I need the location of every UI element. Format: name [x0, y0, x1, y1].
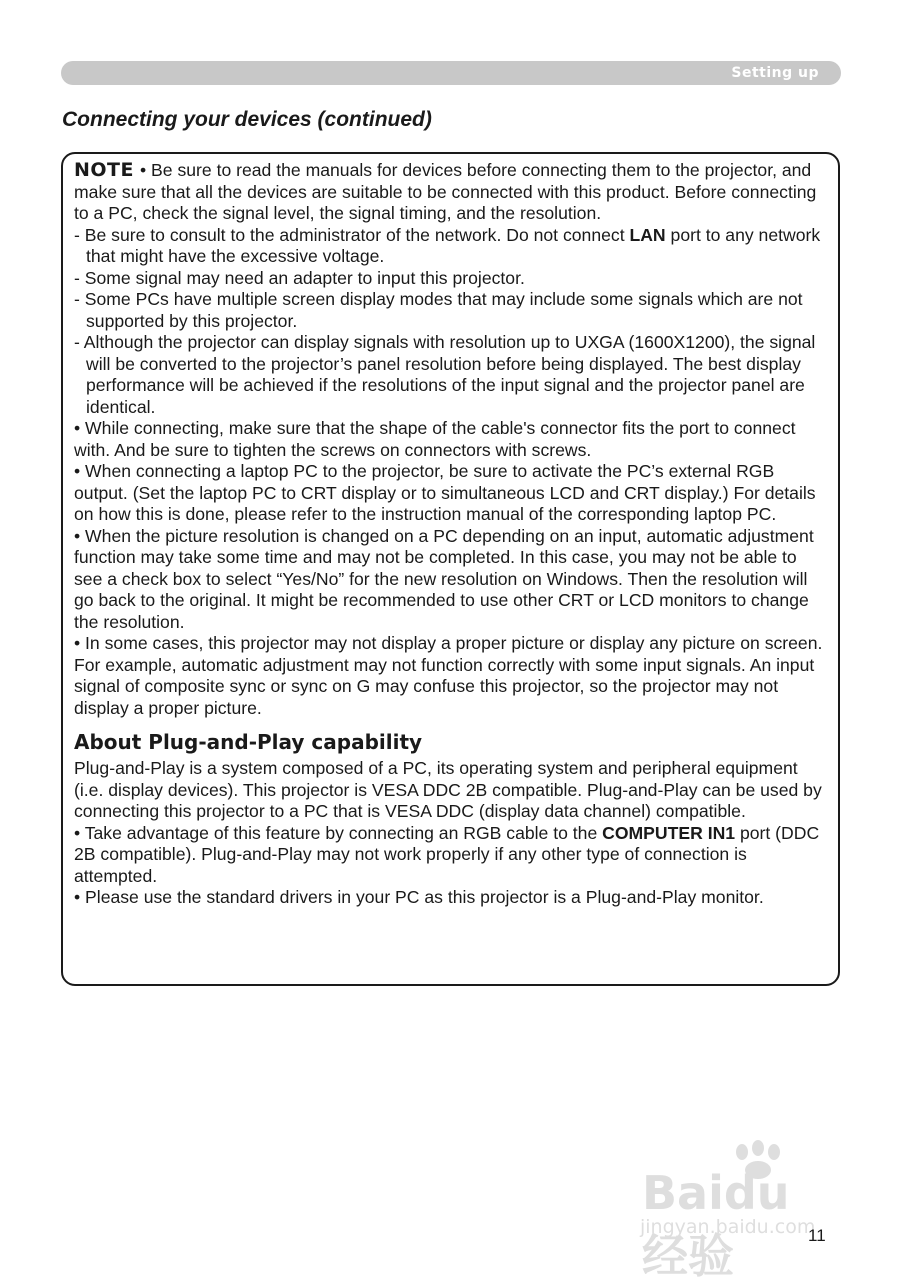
note-dash-text: - Be sure to consult to the administrator of the network. Do not connect: [74, 224, 630, 245]
note-dash-item: - Although the projector can display signals with resolution up to UXGA (1600X1200), the signal will be converted to the projector’s panel resolution before being displayed. The best display performance will be achieved if the resolutions of the input signal and the projector panel are identical.: [74, 332, 816, 417]
note-dash-item: [74, 225, 828, 268]
note-dash-item: - Some PCs have multiple screen display modes that may include some signals which are not supported by this projector.: [74, 289, 803, 331]
plug-and-play-paragraph: Plug-and-Play is a system composed of a PC, its operating system and peripheral equipment (i.e. display devices). This projector is VESA DDC 2B compatible. Plug-and-Play can be used by connecting this projector to a PC that is VESA DDC (display data channel) compatible.: [74, 758, 822, 821]
note-bullet: • While connecting, make sure that the shape of the cable's connector fits the port to connect with. And be sure to tighten the screws on connectors with screws.: [74, 418, 796, 460]
pnp-bullet-text: port (DDC 2B compatible). Plug-and-Play may not work properly if any other type of connection is attempted.: [74, 822, 820, 886]
computer-in1-label: COMPUTER IN1: [602, 822, 736, 843]
watermark-logo: Baidu 经验: [642, 1166, 790, 1283]
note-box: [61, 152, 840, 986]
note-label: NOTE: [74, 159, 134, 181]
watermark-url: jingyan.baidu.com: [640, 1216, 816, 1238]
header-bar: [61, 61, 841, 85]
plug-and-play-heading: About Plug-and-Play capability: [74, 730, 423, 754]
lan-port-label: LAN: [629, 224, 666, 245]
note-bullet: • In some cases, this projector may not display a proper picture or display any picture on screen. For example, automatic adjustment may not function correctly with some input signals. An input signal of composite sync or sync on G may confuse this projector, so the projector may not display a proper picture.: [74, 633, 823, 718]
note-intro: [74, 160, 828, 225]
plug-and-play-bullet: • Please use the standard drivers in your PC as this projector is a Plug-and-Play monitor.: [74, 887, 764, 907]
note-bullet: • When the picture resolution is changed on a PC depending on an input, automatic adjustment function may take some time and may not be completed. In this case, you may not be able to see a check box to select “Yes/No” for the new resolution on Windows. Then the resolution will go back to the original. It might be recommended to use other CRT or LCD monitors to change the resolution.: [74, 525, 814, 632]
page-number: 11: [808, 1226, 826, 1245]
plug-and-play-bullet: [74, 823, 828, 888]
pnp-bullet-text: • Take advantage of this feature by connecting an RGB cable to the: [74, 822, 603, 843]
note-intro-text: • Be sure to read the manuals for devices before connecting them to the projector, and make sure that all the devices are suitable to be connected with this product. Before connecting to a PC, check the signal level, the signal timing, and the resolution.: [74, 160, 817, 223]
note-bullet: • When connecting a laptop PC to the projector, be sure to activate the PC’s external RGB output. (Set the laptop PC to CRT display or to simultaneous LCD and CRT display.) For details on how this is done, please refer to the instruction manual of the corresponding laptop PC.: [74, 461, 816, 524]
section-title: Connecting your devices (continued): [62, 108, 432, 131]
note-dash-item: - Some signal may need an adapter to input this projector.: [74, 267, 525, 288]
header-label: Setting up: [731, 65, 819, 81]
note-dash-text: port to any network that might have the excessive voltage.: [86, 224, 821, 266]
